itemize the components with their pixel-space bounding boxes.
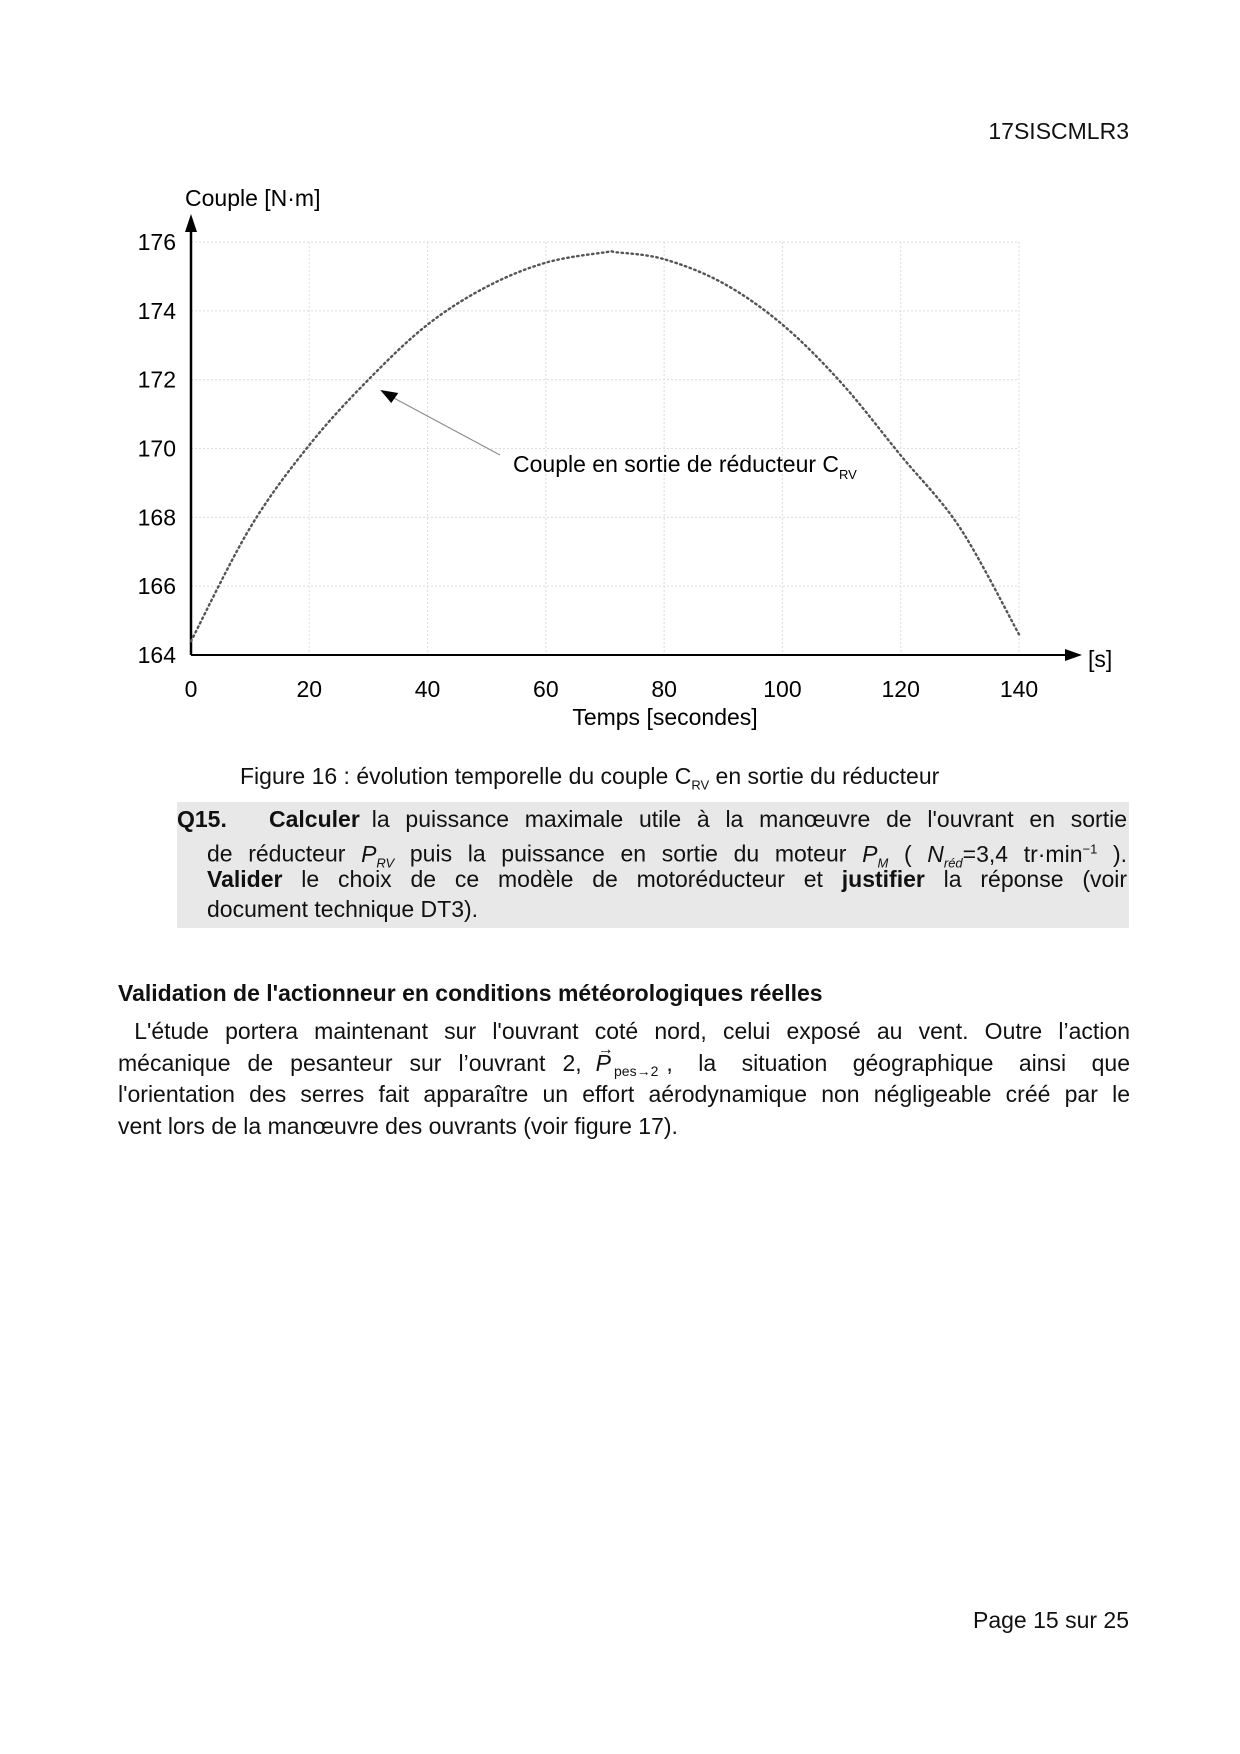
y-axis-arrow: [185, 214, 197, 232]
x-tick-label: 100: [763, 676, 802, 702]
para-line-1-text: L'étude portera maintenant sur l'ouvrant coté nord, celui exposé au vent. Outre l’action: [118, 1018, 1130, 1044]
q-line2-a: de réducteur: [207, 840, 346, 867]
q-eq: =3,4 tr·min: [962, 840, 1083, 867]
caption-after: en sortie du réducteur: [709, 763, 940, 789]
annotation-sub: RV: [839, 467, 857, 482]
annotation-label: Couple en sortie de réducteur $C_{RV}$: [513, 451, 857, 482]
x-axis-arrow: [1065, 649, 1082, 661]
torque-chart: [0, 0, 1240, 740]
q-line3-text: le choix de ce modèle de motoréducteur et: [301, 866, 823, 892]
x-axis-unit: [s]: [1088, 646, 1113, 672]
para-line-3: [118, 1079, 1130, 1111]
x-tick-label: 120: [881, 676, 920, 702]
para-line-2-b: , la situation géographique ainsi que: [666, 1049, 1131, 1076]
q-verb-valider: Valider: [207, 866, 283, 892]
q-prv-sub: RV: [376, 855, 395, 871]
y-tick-label: 168: [137, 504, 176, 531]
y-tick-label: 164: [137, 642, 176, 668]
q-pm-sub: M: [877, 855, 889, 871]
x-tick-label: 40: [414, 676, 441, 702]
chart-axes: [185, 214, 1082, 661]
q-exp: −1: [1082, 841, 1098, 856]
para-line-1: [118, 1016, 1130, 1048]
pes-vector: → P: [596, 1048, 611, 1080]
y-tick-label: 176: [137, 229, 176, 255]
figure-caption: [240, 763, 939, 793]
q-verb-justifier: justifier: [841, 866, 925, 892]
q-verb-calculer: Calculer: [269, 806, 360, 832]
question-line-3: [207, 864, 1127, 894]
y-axis-label: Couple [N·m]: [185, 185, 321, 211]
document-code: 17SISCMLR3: [988, 118, 1129, 144]
chart-series: [191, 251, 1019, 641]
q-line2-b: puis la puissance en sortie du moteur: [409, 840, 847, 867]
q-prv: P: [361, 840, 377, 867]
y-tick-label: 170: [137, 435, 176, 462]
question-number: Q15.: [177, 806, 227, 832]
para-line-4: [118, 1111, 1130, 1143]
q-pm: P: [862, 840, 878, 867]
y-tick-label: 174: [137, 297, 176, 324]
q-n-sub: réd: [943, 855, 963, 871]
q-close: ).: [1112, 840, 1128, 867]
question-line-4: document technique DT3).: [207, 896, 479, 922]
para-line-2: [118, 1048, 1130, 1080]
x-tick-label: 140: [999, 676, 1039, 702]
q-line1-text: la puissance maximale utile à la manœuvre de l'ouvrant en sortie: [371, 806, 1127, 832]
series-curve-crv: [191, 251, 1019, 641]
annotation-leader: [388, 395, 500, 455]
caption-sub: RV: [691, 777, 710, 793]
y-tick-label: 166: [137, 573, 176, 600]
x-axis-label: Temps [secondes]: [572, 704, 758, 730]
x-tick-label: 60: [533, 676, 559, 702]
para-line-4-text: vent lors de la manœuvre des ouvrants (voir figure 17).: [118, 1112, 678, 1139]
caption-before: Figure 16 : évolution temporelle du couple C: [240, 763, 692, 789]
q-n: N: [927, 840, 944, 867]
para-line-3-text: l'orientation des serres fait apparaître un effort aérodynamique non négligeable créé par le: [118, 1081, 1130, 1107]
y-tick-label: 172: [137, 366, 176, 393]
question-line-1: [269, 804, 1127, 834]
x-tick-label: 80: [651, 676, 677, 702]
q-line3-end: la réponse (voir: [943, 866, 1128, 892]
para-line-2-a: mécanique de pesanteur sur l’ouvrant 2,: [118, 1049, 582, 1076]
x-tick-label: 0: [184, 676, 198, 702]
pes-vector-sub: pes→2: [614, 1063, 659, 1080]
curve-annotation: [380, 390, 857, 482]
question-box: [177, 802, 1129, 928]
page-number: Page 15 sur 25: [972, 1607, 1129, 1633]
annotation-arrowhead: [380, 390, 398, 403]
section-title: Validation de l'actionneur en conditions météorologiques réelles: [118, 980, 823, 1006]
x-tick-label: 20: [296, 676, 323, 702]
question-line-2: de réducteur $P_{RV}$ puis la puissance en sortie du moteur $P_M$ ( $N_{réd}=3,4$ $tr\cdot\min^{-1}$ ).: [207, 840, 1128, 871]
section-paragraph: [118, 1016, 1130, 1142]
